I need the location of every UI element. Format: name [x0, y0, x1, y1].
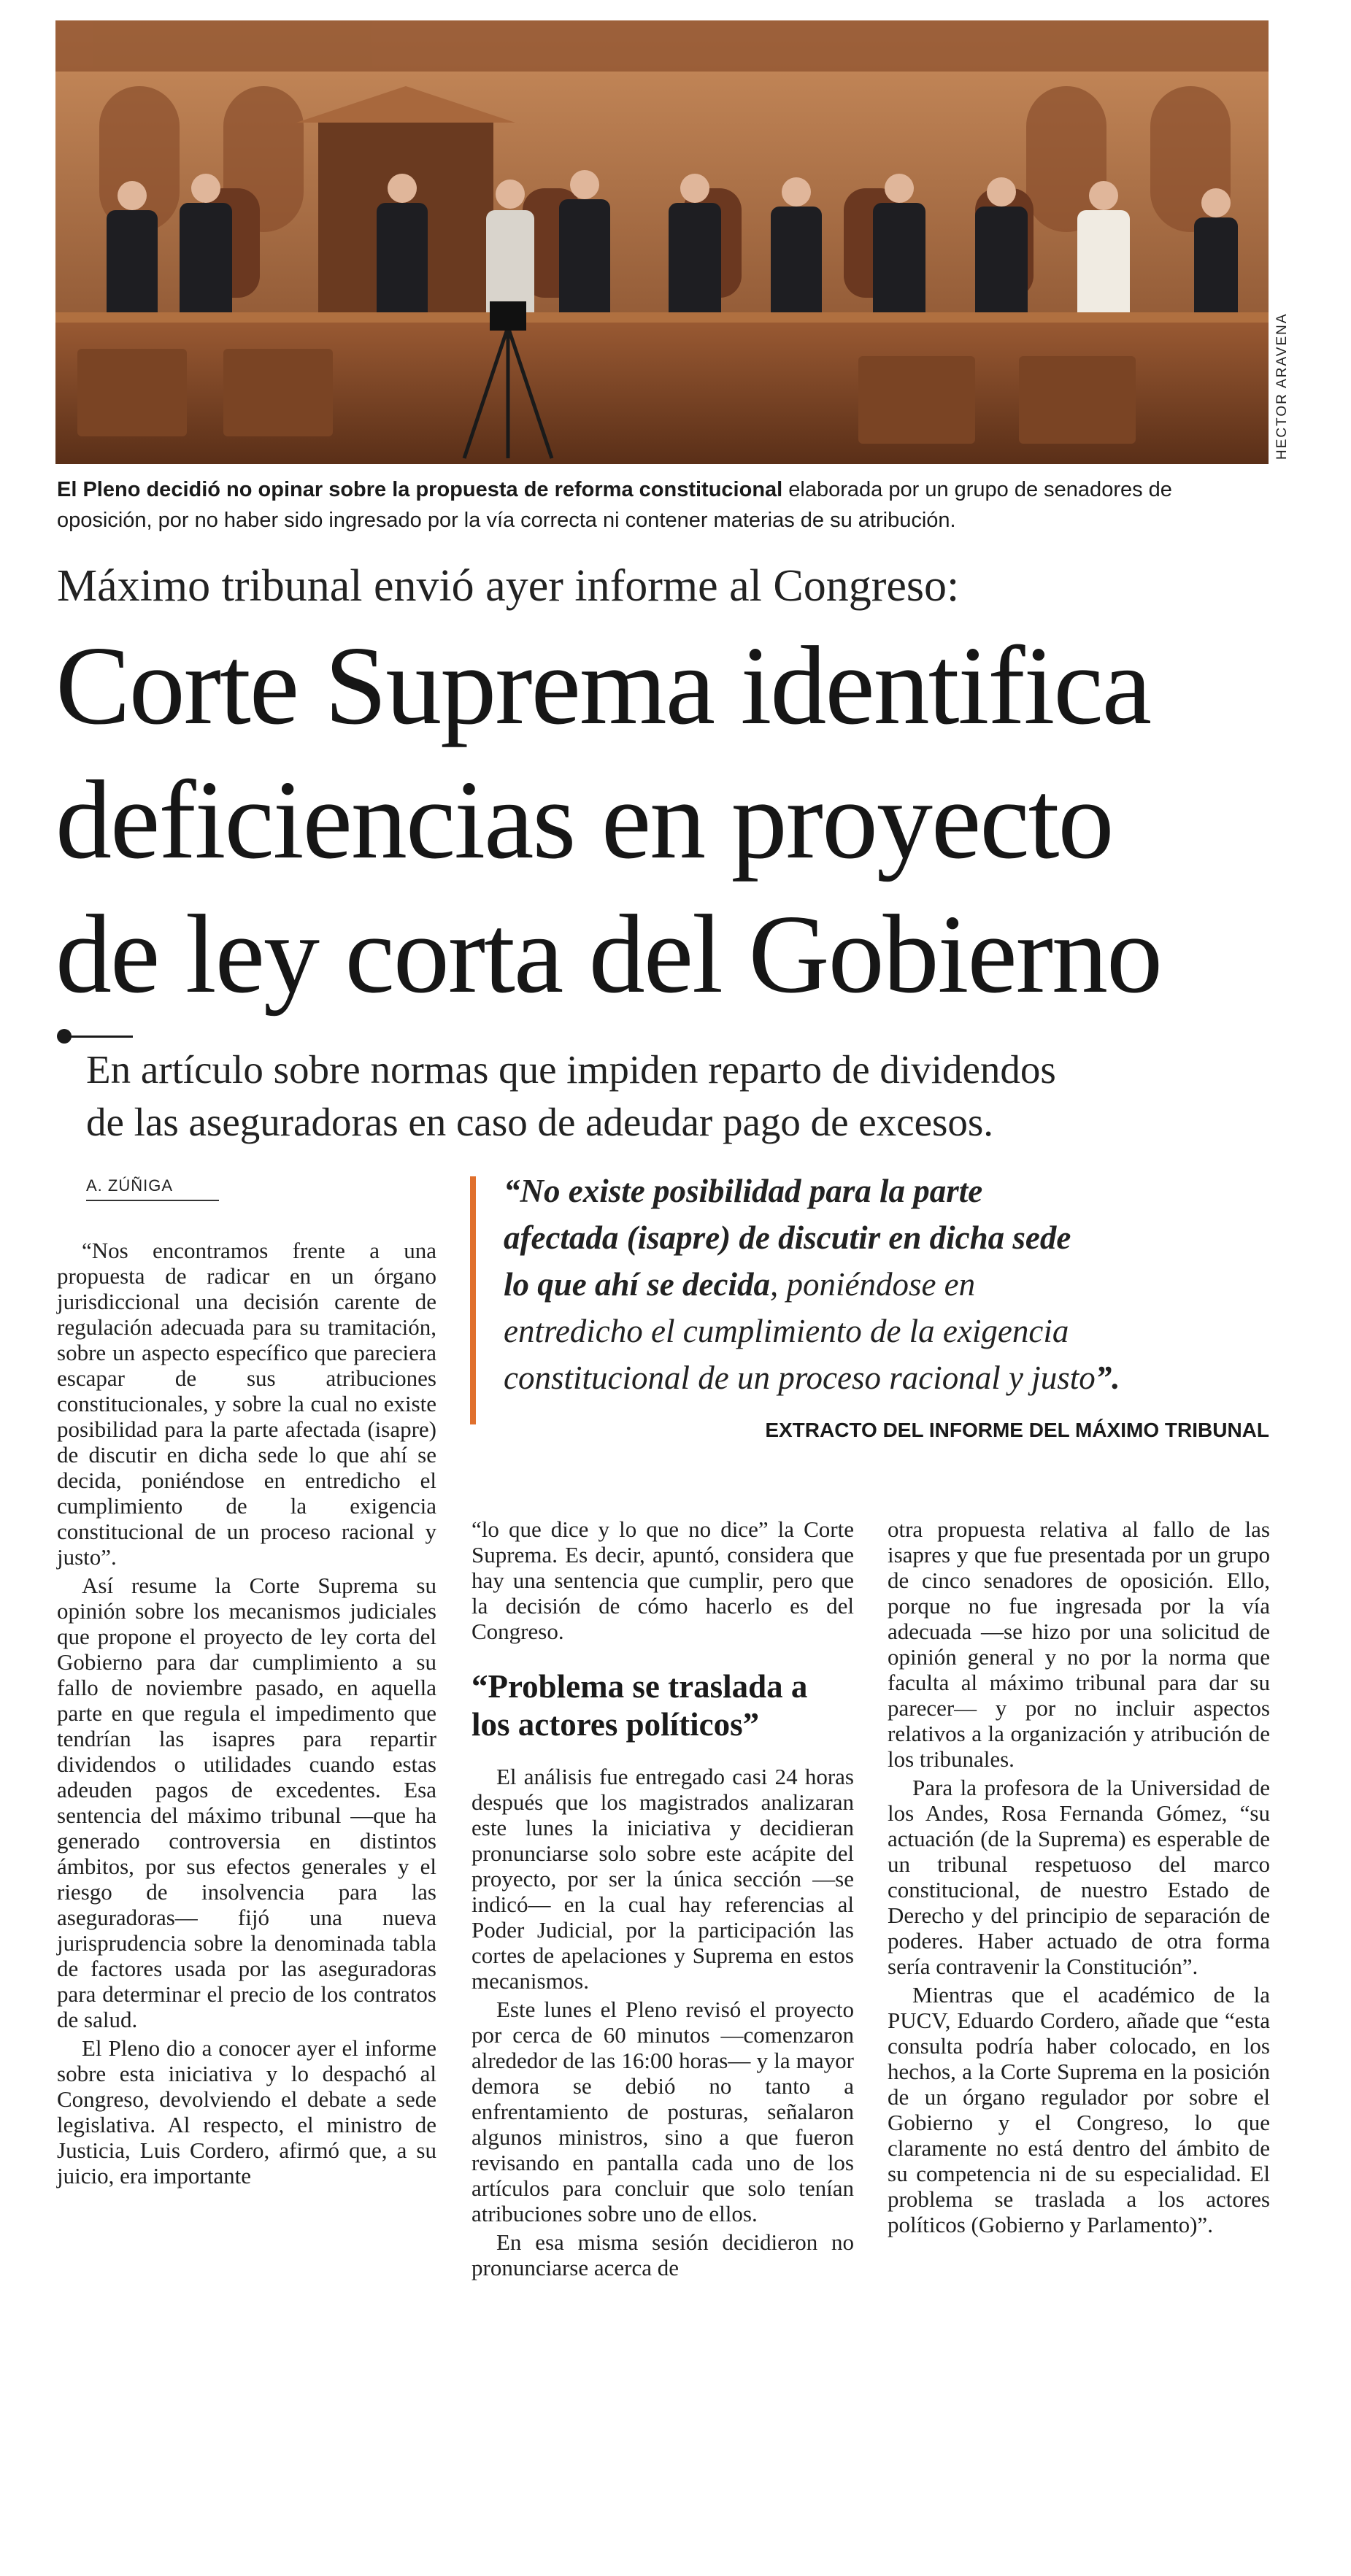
paragraph: “Nos encontramos frente a una propuesta de radicar en un órgano jurisdiccional una decisión carente de regulación adecuada para su tramitación, sobre un aspecto específico que pareciera escapar de sus atribuciones constitucionales, y sobre la cual no existe posibilidad para la parte afectada (isapre) de discutir en dicha sede lo que ahí se decida, poniéndose en entredicho el cumplimiento de la exigencia constitucional de un proceso racional y justo”. — [57, 1238, 436, 1570]
paragraph: Este lunes el Pleno revisó el proyecto por cerca de 60 minutos —comenzaron alrededor de las 16:00 horas— y la mayor demora se debió no tanto a enfrentamiento de posturas, señalaron algunos ministros, sino a que fueron revisando en pantalla cada uno de los artículos para concluir que solo tenían atribuciones sobre uno de ellos. — [471, 1997, 854, 2226]
pull-quote-source: EXTRACTO DEL INFORME DEL MÁXIMO TRIBUNAL — [765, 1419, 1269, 1441]
paragraph: Así resume la Corte Suprema su opinión sobre los mecanismos judiciales que propone el proyecto de ley corta del Gobierno para dar cumplimiento a su fallo de noviembre pasado, en aquella parte en que regula el impedimento que tendrían las isapres para repartir dividendos o utilidades cuando estas adeuden pagos de excedentes. Esa sentencia del máximo tribunal —que ha generado controversia en distintos ámbitos, por sus efectos generales y el riesgo de insolvencia para las aseguradoras— fijó una nueva jurisprudencia sobre la denominada tabla de factores usada por las aseguradoras para determinar el precio de los contratos de salud. — [57, 1573, 436, 2032]
pull-quote-line-5: constitucional de un proceso racional y justo — [504, 1360, 1096, 1396]
body-column-2 — [471, 1516, 854, 2283]
body-column-3 — [888, 1516, 1270, 2240]
subhead-rule — [69, 1036, 133, 1038]
headline — [55, 619, 1296, 1022]
paragraph: “lo que dice y lo que no dice” la Corte Suprema. Es decir, apuntó, considera que hay una sentencia que cumplir, pero que la decisión de cómo hacerlo es del Congreso. — [471, 1516, 854, 1644]
pull-quote-line-3-bold: lo que ahí se decida — [504, 1266, 770, 1303]
subhead-line-2: de las aseguradoras en caso de adeudar pago de excesos. — [86, 1100, 994, 1144]
photo-caption-bold: El Pleno decidió no opinar sobre la propuesta de reforma constitucional — [57, 478, 783, 501]
headline-line-2: deficiencias en proyecto — [55, 758, 1113, 882]
news-photo — [55, 20, 1269, 464]
pull-quote-line-3-rest: , poniéndose en — [769, 1266, 976, 1303]
photo-caption — [57, 474, 1269, 536]
paragraph: El análisis fue entregado casi 24 horas después que los magistrados analizaran este lunes la iniciativa y decidieran pronunciarse solo sobre este acápite del proyecto, por ser la única sección —se indicó— en la cual hay referencias al Poder Judicial, por la participación las cortes de apelaciones y Suprema en estos mecanismos. — [471, 1764, 854, 1994]
pull-quote-end: ”. — [1095, 1360, 1120, 1396]
section-heading: “Problema se traslada a los actores políticos” — [471, 1668, 808, 1743]
photo-caption-rest: elaborada por un grupo de senadores de oposición, por no haber sido ingresado por la vía correcta ni contener materias de su atribución. — [57, 478, 1172, 532]
byline: A. ZÚÑIGA — [86, 1176, 174, 1195]
subhead — [86, 1044, 1283, 1149]
kicker: Máximo tribunal envió ayer informe al Congreso: — [57, 561, 960, 611]
quote-accent-bar — [470, 1176, 476, 1424]
paragraph: Para la profesora de la Universidad de los Andes, Rosa Fernanda Gómez, “su actuación (de la Suprema) es esperable de un tribunal respetuoso del marco constitucional, de nuestro Estado de Derecho y del principio de separación de poderes. Haber actuado de otra forma sería contravenir la Constitución”. — [888, 1775, 1270, 1979]
pull-quote-line-4: entredicho el cumplimiento de la exigencia — [504, 1313, 1069, 1349]
headline-line-1: Corte Suprema identifica — [55, 624, 1151, 748]
paragraph: otra propuesta relativa al fallo de las isapres y que fue presentada por un grupo de cinco senadores de oposición. Ello, porque no fue ingresada por la vía adecuada —se hizo por una solicitud de opinión general y no por la norma que faculta al máximo tribunal para dar su parecer— y por no incluir aspectos relativos a la organización y atribución de los tribunales. — [888, 1516, 1270, 1772]
photo-credit: HECTOR ARAVENA — [1274, 312, 1290, 460]
subhead-line-1: En artículo sobre normas que impiden reparto de dividendos — [86, 1047, 1056, 1092]
headline-line-3: de ley corta del Gobierno — [55, 892, 1162, 1017]
byline-rule — [86, 1200, 219, 1201]
paragraph: En esa misma sesión decidieron no pronunciarse acerca de — [471, 2229, 854, 2280]
pull-quote — [504, 1168, 1292, 1401]
paragraph: El Pleno dio a conocer ayer el informe sobre esta iniciativa y lo despachó al Congreso, devolviendo el debate a sede legislativa. Al respecto, el ministro de Justicia, Luis Cordero, afirmó que, a su juicio, era importante — [57, 2035, 436, 2189]
pull-quote-line-2: afectada (isapre) de discutir en dicha sede — [504, 1219, 1071, 1256]
pull-quote-line-1: “No existe posibilidad para la parte — [504, 1173, 983, 1209]
paragraph: Mientras que el académico de la PUCV, Eduardo Cordero, añade que “esta consulta podría haber colocado, en los hechos, a la Corte Suprema en la posición de un órgano regulador por sobre el Gobierno y el Congreso, lo que claramente no está dentro del ámbito de su competencia ni de su especialidad. El problema se traslada a los actores políticos (Gobierno y Parlamento)”. — [888, 1982, 1270, 2237]
body-column-1 — [57, 1238, 436, 2191]
courtroom-photo-illustration — [55, 20, 1269, 464]
